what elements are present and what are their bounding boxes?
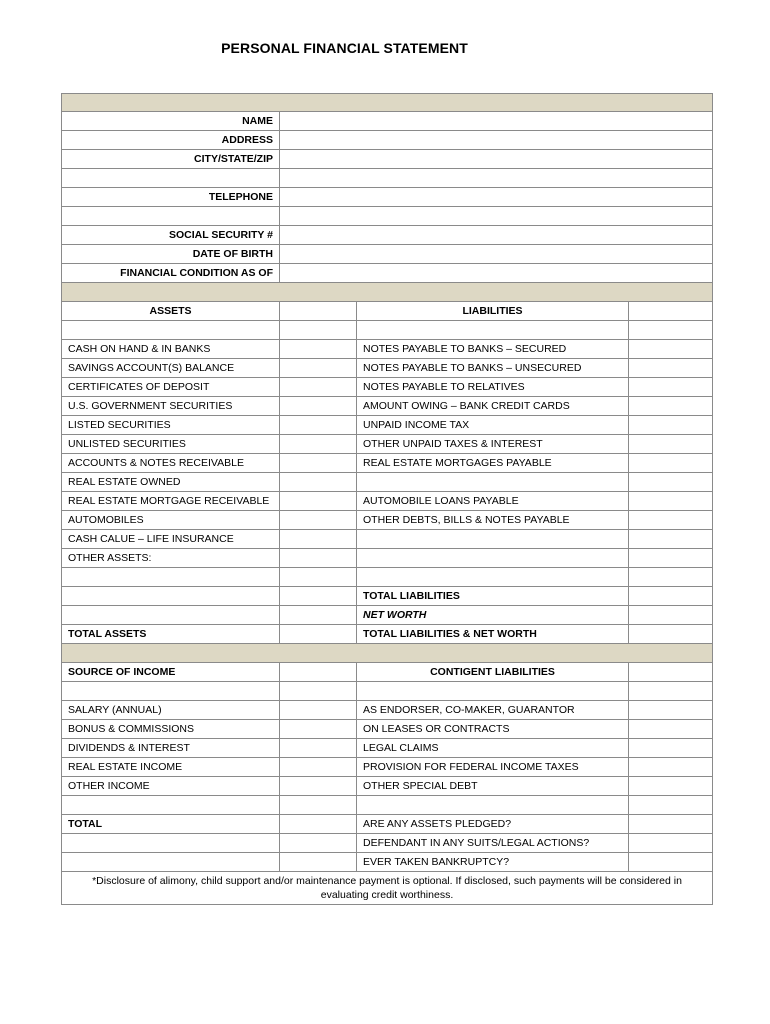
liability-label-amount[interactable] (629, 511, 712, 529)
name-field[interactable] (280, 112, 712, 130)
income-label-amount[interactable] (280, 701, 357, 719)
balance-row (61, 321, 713, 340)
asset-label: UNLISTED SECURITIES (62, 435, 280, 453)
income-label: BONUS & COMMISSIONS (62, 720, 280, 738)
contingent-amount-header (629, 663, 712, 681)
balance-row (61, 549, 713, 568)
contingent-header: CONTIGENT LIABILITIES (357, 663, 629, 681)
liability-label: TOTAL LIABILITIES & NET WORTH (357, 625, 629, 643)
income-row (61, 796, 713, 815)
disclosure-footnote: *Disclosure of alimony, child support and/or maintenance payment is optional. If disclosed, such payments will be considered in evaluating credit worthiness. (61, 872, 713, 905)
income-label-amount[interactable] (280, 682, 357, 700)
date-of-birth-field[interactable] (280, 245, 712, 263)
income-label-amount[interactable] (280, 739, 357, 757)
contingent-label-amount[interactable] (629, 682, 712, 700)
liabilities-amount-header (629, 302, 712, 320)
contingent-label: ARE ANY ASSETS PLEDGED? (357, 815, 629, 833)
liability-label (357, 530, 629, 548)
contingent-label-amount[interactable] (629, 777, 712, 795)
asset-label-amount[interactable] (280, 435, 357, 453)
asset-label-amount[interactable] (280, 321, 357, 339)
income-row (61, 682, 713, 701)
liability-label-amount[interactable] (629, 397, 712, 415)
asset-label (62, 606, 280, 624)
liability-label-amount[interactable] (629, 435, 712, 453)
asset-label: OTHER ASSETS: (62, 549, 280, 567)
personal-row-city (61, 150, 713, 169)
asset-label (62, 568, 280, 586)
section-band (61, 283, 713, 302)
balance-row (61, 568, 713, 587)
personal-row-ssn (61, 226, 713, 245)
asset-label: AUTOMOBILES (62, 511, 280, 529)
balance-row (61, 378, 713, 397)
asset-label (62, 321, 280, 339)
liability-label: NOTES PAYABLE TO BANKS – SECURED (357, 340, 629, 358)
page-title: PERSONAL FINANCIAL STATEMENT (221, 40, 468, 56)
liability-label: AUTOMOBILE LOANS PAYABLE (357, 492, 629, 510)
contingent-label-amount[interactable] (629, 853, 712, 871)
date-of-birth-label: DATE OF BIRTH (62, 245, 280, 263)
blank-label (62, 169, 280, 187)
contingent-label: LEGAL CLAIMS (357, 739, 629, 757)
income-label (62, 853, 280, 871)
personal-section (61, 112, 713, 283)
balance-row (61, 416, 713, 435)
asset-label-amount[interactable] (280, 416, 357, 434)
income-rows (61, 682, 713, 872)
income-row (61, 758, 713, 777)
income-label (62, 796, 280, 814)
asset-label-amount[interactable] (280, 530, 357, 548)
income-label: SALARY (ANNUAL) (62, 701, 280, 719)
liability-label: OTHER DEBTS, BILLS & NOTES PAYABLE (357, 511, 629, 529)
asset-label: ACCOUNTS & NOTES RECEIVABLE (62, 454, 280, 472)
income-label-amount[interactable] (280, 796, 357, 814)
liability-label: NOTES PAYABLE TO BANKS – UNSECURED (357, 359, 629, 377)
asset-label-amount[interactable] (280, 511, 357, 529)
asset-label-amount[interactable] (280, 606, 357, 624)
city-state-zip-field[interactable] (280, 150, 712, 168)
contingent-label-amount[interactable] (629, 739, 712, 757)
income-row (61, 815, 713, 834)
income-label: OTHER INCOME (62, 777, 280, 795)
asset-label-amount[interactable] (280, 340, 357, 358)
asset-label-amount[interactable] (280, 587, 357, 605)
asset-label (62, 587, 280, 605)
liability-label: REAL ESTATE MORTGAGES PAYABLE (357, 454, 629, 472)
telephone-label: TELEPHONE (62, 188, 280, 206)
personal-row-dob (61, 245, 713, 264)
income-label: TOTAL (62, 815, 280, 833)
social-security-field[interactable] (280, 226, 712, 244)
assets-header: ASSETS (62, 302, 280, 320)
contingent-label: PROVISION FOR FEDERAL INCOME TAXES (357, 758, 629, 776)
asset-label-amount[interactable] (280, 568, 357, 586)
contingent-label-amount[interactable] (629, 815, 712, 833)
balance-row (61, 359, 713, 378)
asset-label: CERTIFICATES OF DEPOSIT (62, 378, 280, 396)
social-security-label: SOCIAL SECURITY # (62, 226, 280, 244)
liability-label-amount[interactable] (629, 473, 712, 491)
asset-label-amount[interactable] (280, 397, 357, 415)
income-label-amount[interactable] (280, 853, 357, 871)
balance-header-row (61, 302, 713, 321)
contingent-label-amount[interactable] (629, 796, 712, 814)
personal-row-condition (61, 264, 713, 283)
liability-label-amount[interactable] (629, 492, 712, 510)
balance-row (61, 511, 713, 530)
asset-label-amount[interactable] (280, 454, 357, 472)
liability-label-amount[interactable] (629, 359, 712, 377)
liability-label-amount[interactable] (629, 416, 712, 434)
income-row (61, 739, 713, 758)
contingent-label: EVER TAKEN BANKRUPTCY? (357, 853, 629, 871)
balance-row (61, 473, 713, 492)
liability-label-amount[interactable] (629, 340, 712, 358)
liability-label: AMOUNT OWING – BANK CREDIT CARDS (357, 397, 629, 415)
income-amount-header (280, 663, 357, 681)
balance-row (61, 530, 713, 549)
personal-row-name (61, 112, 713, 131)
balance-row (61, 492, 713, 511)
asset-label-amount[interactable] (280, 473, 357, 491)
liability-label-amount[interactable] (629, 625, 712, 643)
asset-label-amount[interactable] (280, 549, 357, 567)
contingent-label-amount[interactable] (629, 720, 712, 738)
income-label-amount[interactable] (280, 758, 357, 776)
asset-label: LISTED SECURITIES (62, 416, 280, 434)
balance-row (61, 587, 713, 606)
liability-label (357, 321, 629, 339)
balance-row (61, 606, 713, 625)
balance-row (61, 435, 713, 454)
section-band (61, 644, 713, 663)
contingent-label-amount[interactable] (629, 834, 712, 852)
asset-label-amount[interactable] (280, 359, 357, 377)
city-state-zip-label: CITY/STATE/ZIP (62, 150, 280, 168)
liability-label-amount[interactable] (629, 606, 712, 624)
balance-row (61, 625, 713, 644)
balance-row (61, 397, 713, 416)
assets-amount-header (280, 302, 357, 320)
income-row (61, 834, 713, 853)
asset-label: REAL ESTATE MORTGAGE RECEIVABLE (62, 492, 280, 510)
income-row (61, 853, 713, 872)
liability-label-amount[interactable] (629, 530, 712, 548)
financial-condition-field[interactable] (280, 264, 712, 282)
address-label: ADDRESS (62, 131, 280, 149)
blank-label (62, 207, 280, 225)
liability-label: NET WORTH (357, 606, 629, 624)
asset-label: SAVINGS ACCOUNT(S) BALANCE (62, 359, 280, 377)
liability-label-amount[interactable] (629, 587, 712, 605)
asset-label: TOTAL ASSETS (62, 625, 280, 643)
liability-label (357, 473, 629, 491)
income-label: DIVIDENDS & INTEREST (62, 739, 280, 757)
liability-label-amount[interactable] (629, 454, 712, 472)
income-label-amount[interactable] (280, 815, 357, 833)
personal-row-blank-2 (61, 207, 713, 226)
income-header-row (61, 663, 713, 682)
address-field[interactable] (280, 131, 712, 149)
income-label: REAL ESTATE INCOME (62, 758, 280, 776)
income-label-amount[interactable] (280, 834, 357, 852)
income-label (62, 682, 280, 700)
contingent-label: AS ENDORSER, CO-MAKER, GUARANTOR (357, 701, 629, 719)
liability-label: NOTES PAYABLE TO RELATIVES (357, 378, 629, 396)
contingent-label-amount[interactable] (629, 758, 712, 776)
income-row (61, 701, 713, 720)
income-label-amount[interactable] (280, 777, 357, 795)
telephone-field[interactable] (280, 188, 712, 206)
contingent-label: ON LEASES OR CONTRACTS (357, 720, 629, 738)
section-band (61, 93, 713, 112)
personal-row-address (61, 131, 713, 150)
asset-label-amount[interactable] (280, 492, 357, 510)
asset-label: CASH ON HAND & IN BANKS (62, 340, 280, 358)
personal-row-telephone (61, 188, 713, 207)
blank-field[interactable] (280, 207, 712, 225)
liability-label: UNPAID INCOME TAX (357, 416, 629, 434)
liability-label: TOTAL LIABILITIES (357, 587, 629, 605)
name-label: NAME (62, 112, 280, 130)
liability-label (357, 568, 629, 586)
asset-label: REAL ESTATE OWNED (62, 473, 280, 491)
contingent-label (357, 682, 629, 700)
blank-field[interactable] (280, 169, 712, 187)
liability-label: OTHER UNPAID TAXES & INTEREST (357, 435, 629, 453)
liability-label-amount[interactable] (629, 568, 712, 586)
liability-label-amount[interactable] (629, 549, 712, 567)
liability-label (357, 549, 629, 567)
liability-label-amount[interactable] (629, 378, 712, 396)
balance-sheet-rows (61, 321, 713, 644)
asset-label-amount[interactable] (280, 378, 357, 396)
balance-row (61, 340, 713, 359)
liability-label-amount[interactable] (629, 321, 712, 339)
income-label (62, 834, 280, 852)
contingent-label (357, 796, 629, 814)
personal-row-blank-1 (61, 169, 713, 188)
contingent-label: OTHER SPECIAL DEBT (357, 777, 629, 795)
liabilities-header: LIABILITIES (357, 302, 629, 320)
financial-statement-form (61, 93, 713, 905)
balance-row (61, 454, 713, 473)
income-row (61, 777, 713, 796)
contingent-label-amount[interactable] (629, 701, 712, 719)
contingent-label: DEFENDANT IN ANY SUITS/LEGAL ACTIONS? (357, 834, 629, 852)
financial-condition-label: FINANCIAL CONDITION AS OF (62, 264, 280, 282)
asset-label: CASH CALUE – LIFE INSURANCE (62, 530, 280, 548)
income-header: SOURCE OF INCOME (62, 663, 280, 681)
income-label-amount[interactable] (280, 720, 357, 738)
asset-label-amount[interactable] (280, 625, 357, 643)
asset-label: U.S. GOVERNMENT SECURITIES (62, 397, 280, 415)
income-row (61, 720, 713, 739)
